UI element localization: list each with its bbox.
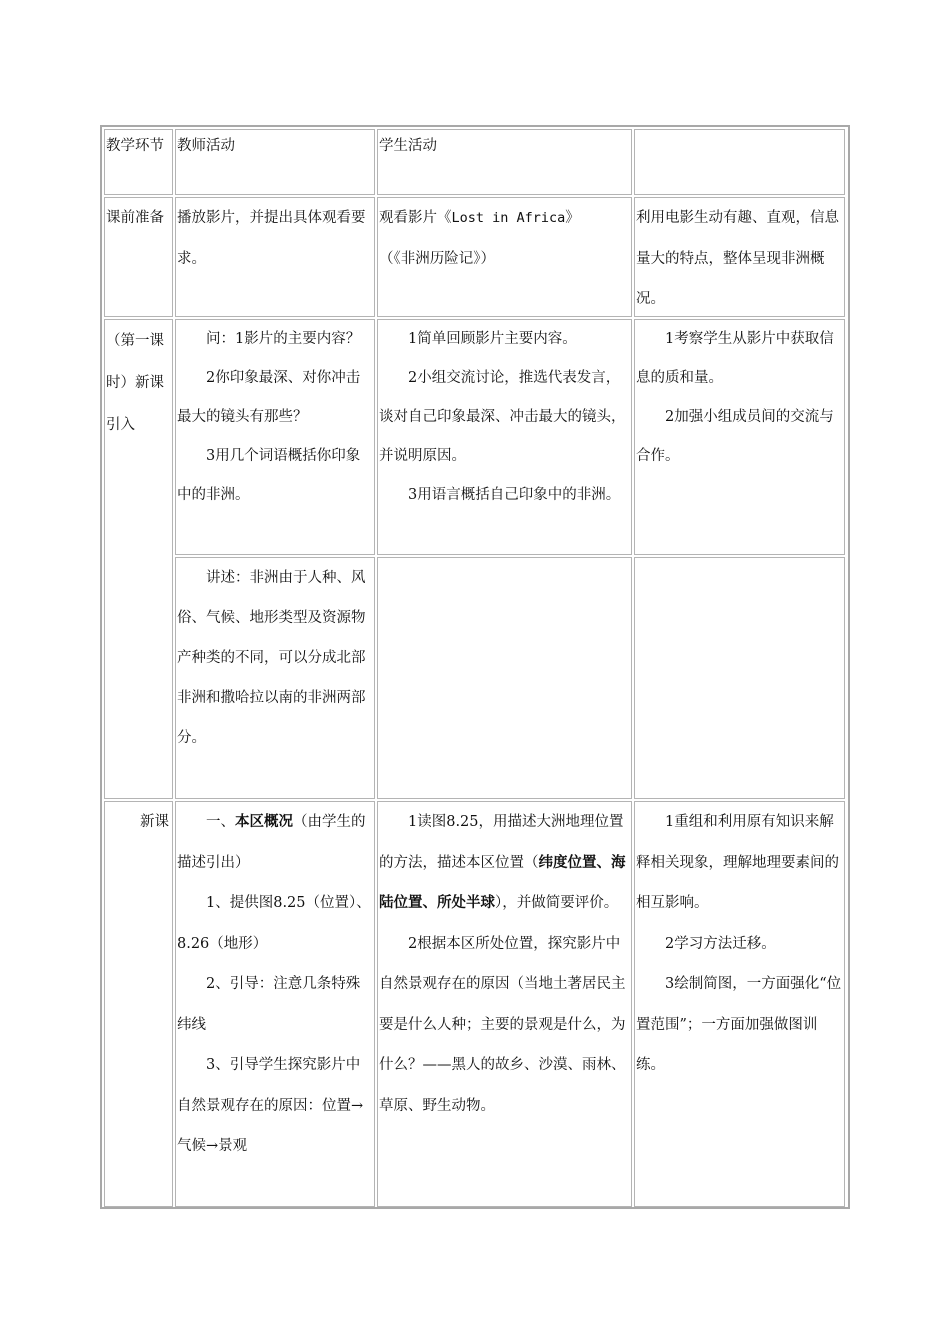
- row4-student-s1: [379, 802, 630, 924]
- row4-s1-bold: 纬度位置、海陆位置、所处半球: [379, 853, 626, 911]
- row2-student-a3: 3用语言概括自己印象中的非洲。: [408, 487, 621, 503]
- row1-student-b: 》: [565, 210, 580, 226]
- row4-t1-a: 一、: [206, 814, 235, 830]
- header-stage-text: 教学环节: [106, 138, 164, 154]
- row4-teacher-t2: 1、提供图8.25（位置）、8.26（地形）: [177, 895, 371, 952]
- row1-teacher: [175, 197, 375, 317]
- row4-purpose-p1: 1重组和利用原有知识来解释相关现象，理解地理要素间的相互影响。: [636, 814, 839, 911]
- row2-teacher-q3: 3用几个词语概括你印象中的非洲。: [177, 448, 361, 503]
- row4-teacher-t3: 2、引导：注意几条特殊纬线: [177, 976, 361, 1033]
- row2-teacher-q2: 2你印象最深、对你冲击最大的镜头有那些？: [177, 370, 361, 425]
- row4-purpose-p3: 3绘制简图，一方面强化“位置范围”；一方面加强做图训练。: [636, 976, 842, 1073]
- row4-teacher: [175, 801, 375, 1207]
- row1-purpose-text: 利用电影生动有趣、直观，信息量大的特点，整体呈现非洲概况。: [636, 210, 839, 307]
- row4-s1-a: 1读图8.25，用描述大洲地理位置的方法，描述本区位置（: [379, 814, 624, 871]
- row3-student: [377, 557, 632, 799]
- row4-t1-b: （由学生的描述引出）: [177, 814, 366, 871]
- row2-student-a1: 1简单回顾影片主要内容。: [408, 331, 577, 347]
- lesson-plan-table: [100, 125, 850, 1209]
- row4-t1-bold: 本区概况: [235, 813, 293, 830]
- row2-stage: [104, 319, 173, 799]
- row4-purpose-p2: 2学习方法迁移。: [665, 935, 776, 952]
- row4-student-s2: 2根据本区所处位置，探究影片中自然景观存在的原因（当地土著居民主要是什么人种；主要的景观是什么，为什么？——黑人的故乡、沙漠、雨林、草原、野生动物。: [379, 935, 626, 1114]
- row2-purpose: [634, 319, 845, 555]
- row1-purpose: [634, 197, 845, 317]
- row4-teacher-t4: 3、引导学生探究影片中自然景观存在的原因：位置→气候→景观: [177, 1057, 364, 1154]
- row4-stage: [104, 801, 173, 1207]
- row1-stage: [104, 197, 173, 317]
- row2-purpose-p2: 2加强小组成员间的交流与合作。: [636, 409, 834, 464]
- header-teacher: [175, 129, 375, 195]
- row2-purpose-p1: 1考察学生从影片中获取信息的质和量。: [636, 331, 834, 386]
- row4-s1-b: ），并做简要评价。: [495, 895, 619, 911]
- row4-student: [377, 801, 632, 1207]
- header-purpose: [634, 129, 845, 195]
- row1-stage-text: 课前准备: [106, 210, 164, 226]
- header-stage: [104, 129, 173, 195]
- row4-stage-text: 新课: [140, 814, 169, 830]
- row4-teacher-t1: [177, 802, 373, 883]
- row2-student-a2: 2小组交流讨论，推选代表发言，谈对自己印象最深、冲击最大的镜头，并说明原因。: [379, 370, 626, 464]
- header-student: [377, 129, 632, 195]
- row1-student-line2: （《非洲历险记》）: [379, 250, 495, 267]
- row3-teacher-text: 讲述：非洲由于人种、风俗、气候、地形类型及资源物产种类的不同，可以分成北部非洲和撒哈拉以南的非洲两部分。: [177, 570, 366, 746]
- header-student-text: 学生活动: [379, 138, 437, 154]
- row2-student: [377, 319, 632, 555]
- row1-teacher-text: 播放影片，并提出具体观看要求。: [177, 210, 366, 267]
- row3-purpose: [634, 557, 845, 799]
- row1-film-title: Lost in Africa: [451, 210, 566, 226]
- row1-student: [377, 197, 632, 317]
- row2-teacher-q1: 问：1影片的主要内容？: [206, 331, 361, 347]
- row1-student-a: 观看影片《: [379, 210, 452, 226]
- row2-stage-text: （第一课时）新课引入: [106, 333, 164, 433]
- row1-student-line1: [379, 198, 630, 239]
- header-teacher-text: 教师活动: [177, 138, 235, 154]
- row3-teacher: [175, 557, 375, 799]
- row4-purpose: [634, 801, 845, 1207]
- row2-teacher: [175, 319, 375, 555]
